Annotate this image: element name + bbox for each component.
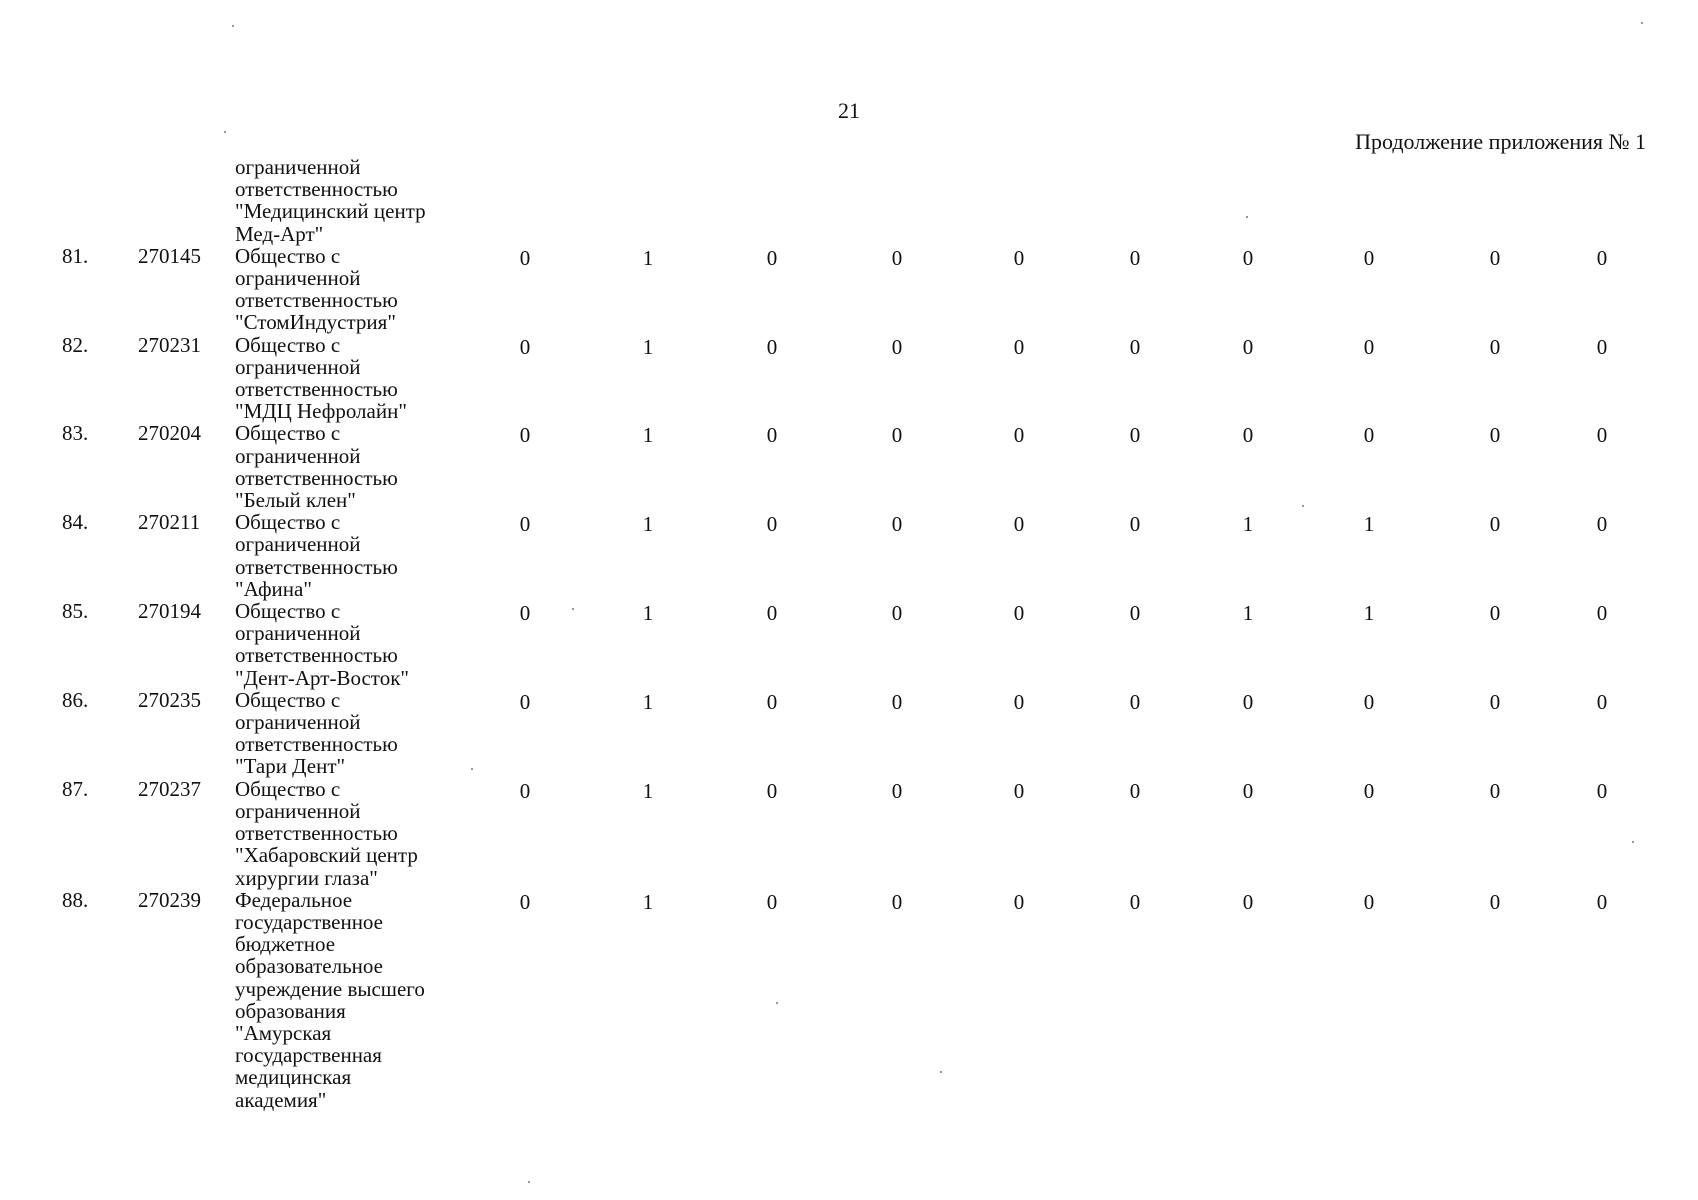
organizations-table bbox=[0, 156, 1698, 1111]
value-col-4: 0 bbox=[891, 423, 903, 448]
value-col-5: 0 bbox=[1013, 689, 1025, 714]
value-col-1: 0 bbox=[519, 423, 531, 448]
value-col-9: 0 bbox=[1489, 423, 1501, 448]
value-col-7: 0 bbox=[1242, 334, 1254, 359]
value-col-8: 1 bbox=[1363, 512, 1375, 537]
value-col-9: 0 bbox=[1489, 601, 1501, 626]
organization-code: 270204 bbox=[138, 421, 201, 446]
table-row bbox=[0, 422, 1698, 511]
value-col-5: 0 bbox=[1013, 334, 1025, 359]
value-col-1: 0 bbox=[519, 512, 531, 537]
value-col-3: 0 bbox=[766, 334, 778, 359]
value-col-10: 0 bbox=[1596, 689, 1608, 714]
value-col-4: 0 bbox=[891, 778, 903, 803]
value-col-2: 1 bbox=[642, 601, 654, 626]
value-col-8: 0 bbox=[1363, 423, 1375, 448]
scan-speck bbox=[232, 25, 234, 27]
value-col-7: 0 bbox=[1242, 889, 1254, 914]
value-col-4: 0 bbox=[891, 889, 903, 914]
scan-speck bbox=[1246, 216, 1248, 218]
continued-row bbox=[0, 156, 1698, 245]
value-col-2: 1 bbox=[642, 245, 654, 270]
value-col-6: 0 bbox=[1129, 512, 1141, 537]
organization-code: 270239 bbox=[138, 887, 201, 912]
value-col-6: 0 bbox=[1129, 245, 1141, 270]
row-number: 82. bbox=[62, 332, 89, 357]
scan-speck bbox=[776, 1002, 778, 1004]
value-col-8: 0 bbox=[1363, 889, 1375, 914]
value-col-6: 0 bbox=[1129, 778, 1141, 803]
value-col-2: 1 bbox=[642, 889, 654, 914]
organization-name: Федеральное государственное бюджетное образовательное учреждение высшего образования "Амурская государственная медицинская академия" bbox=[235, 887, 425, 1112]
organization-code: 270235 bbox=[138, 687, 201, 712]
value-col-2: 1 bbox=[642, 423, 654, 448]
organization-code: 270237 bbox=[138, 776, 201, 801]
scan-speck bbox=[1302, 505, 1304, 507]
value-col-8: 0 bbox=[1363, 689, 1375, 714]
value-col-3: 0 bbox=[766, 512, 778, 537]
value-col-7: 0 bbox=[1242, 245, 1254, 270]
scan-speck bbox=[940, 1071, 942, 1073]
value-col-4: 0 bbox=[891, 512, 903, 537]
value-col-6: 0 bbox=[1129, 423, 1141, 448]
value-col-2: 1 bbox=[642, 689, 654, 714]
value-col-5: 0 bbox=[1013, 423, 1025, 448]
value-col-3: 0 bbox=[766, 245, 778, 270]
table-row bbox=[0, 600, 1698, 689]
value-col-2: 1 bbox=[642, 778, 654, 803]
table-row bbox=[0, 889, 1698, 1111]
table-row bbox=[0, 689, 1698, 778]
scan-speck bbox=[1641, 22, 1643, 24]
value-col-4: 0 bbox=[891, 245, 903, 270]
value-col-5: 0 bbox=[1013, 778, 1025, 803]
organization-name: Общество с ограниченной ответственностью "Афина" bbox=[235, 510, 398, 601]
page-number: 21 bbox=[838, 98, 860, 123]
value-col-10: 0 bbox=[1596, 889, 1608, 914]
scan-speck bbox=[572, 608, 574, 610]
row-number: 85. bbox=[62, 599, 89, 624]
value-col-4: 0 bbox=[891, 334, 903, 359]
continued-organization-name: ограниченной ответственностью "Медицинский центр Мед-Арт" bbox=[235, 155, 426, 246]
organization-name: Общество с ограниченной ответственностью "Тари Дент" bbox=[235, 687, 398, 779]
value-col-7: 0 bbox=[1242, 423, 1254, 448]
value-col-1: 0 bbox=[519, 889, 531, 914]
value-col-3: 0 bbox=[766, 778, 778, 803]
scan-speck bbox=[528, 1181, 530, 1183]
value-col-10: 0 bbox=[1596, 601, 1608, 626]
value-col-9: 0 bbox=[1489, 245, 1501, 270]
value-col-2: 1 bbox=[642, 512, 654, 537]
organization-name: Общество с ограниченной ответственностью "Хабаровский центр хирургии глаза" bbox=[235, 776, 418, 890]
table-row bbox=[0, 778, 1698, 889]
value-col-10: 0 bbox=[1596, 334, 1608, 359]
value-col-3: 0 bbox=[766, 601, 778, 626]
row-number: 84. bbox=[62, 510, 89, 535]
row-number: 86. bbox=[62, 687, 89, 712]
value-col-6: 0 bbox=[1129, 889, 1141, 914]
value-col-9: 0 bbox=[1489, 689, 1501, 714]
value-col-8: 1 bbox=[1363, 601, 1375, 626]
organization-name: Общество с ограниченной ответственностью "Дент-Арт-Восток" bbox=[235, 599, 409, 690]
row-number: 87. bbox=[62, 776, 89, 801]
table-row bbox=[0, 245, 1698, 334]
value-col-5: 0 bbox=[1013, 245, 1025, 270]
value-col-5: 0 bbox=[1013, 601, 1025, 626]
value-col-1: 0 bbox=[519, 778, 531, 803]
value-col-8: 0 bbox=[1363, 245, 1375, 270]
value-col-7: 1 bbox=[1242, 601, 1254, 626]
value-col-10: 0 bbox=[1596, 423, 1608, 448]
value-col-5: 0 bbox=[1013, 512, 1025, 537]
scan-speck bbox=[471, 768, 473, 770]
table-row bbox=[0, 511, 1698, 600]
value-col-7: 1 bbox=[1242, 512, 1254, 537]
organization-name: Общество с ограниченной ответственностью "СтомИндустрия" bbox=[235, 243, 398, 335]
value-col-3: 0 bbox=[766, 889, 778, 914]
value-col-4: 0 bbox=[891, 689, 903, 714]
value-col-6: 0 bbox=[1129, 334, 1141, 359]
value-col-5: 0 bbox=[1013, 889, 1025, 914]
value-col-8: 0 bbox=[1363, 778, 1375, 803]
value-col-9: 0 bbox=[1489, 889, 1501, 914]
value-col-10: 0 bbox=[1596, 245, 1608, 270]
table-row bbox=[0, 334, 1698, 423]
organization-code: 270231 bbox=[138, 332, 201, 357]
value-col-10: 0 bbox=[1596, 778, 1608, 803]
value-col-1: 0 bbox=[519, 689, 531, 714]
value-col-3: 0 bbox=[766, 689, 778, 714]
value-col-1: 0 bbox=[519, 245, 531, 270]
value-col-4: 0 bbox=[891, 601, 903, 626]
organization-code: 270194 bbox=[138, 599, 201, 624]
row-number: 81. bbox=[62, 243, 89, 268]
organization-code: 270211 bbox=[138, 510, 201, 535]
scan-speck bbox=[224, 131, 226, 133]
row-number: 88. bbox=[62, 887, 89, 912]
value-col-1: 0 bbox=[519, 601, 531, 626]
value-col-7: 0 bbox=[1242, 778, 1254, 803]
value-col-9: 0 bbox=[1489, 512, 1501, 537]
value-col-10: 0 bbox=[1596, 512, 1608, 537]
value-col-6: 0 bbox=[1129, 601, 1141, 626]
organization-code: 270145 bbox=[138, 243, 201, 268]
organization-name: Общество с ограниченной ответственностью "МДЦ Нефролайн" bbox=[235, 332, 407, 424]
organization-name: Общество с ограниченной ответственностью "Белый клен" bbox=[235, 421, 398, 513]
row-number: 83. bbox=[62, 421, 89, 446]
value-col-9: 0 bbox=[1489, 778, 1501, 803]
value-col-3: 0 bbox=[766, 423, 778, 448]
appendix-continuation-note: Продолжение приложения № 1 bbox=[1355, 129, 1646, 154]
value-col-6: 0 bbox=[1129, 689, 1141, 714]
scan-speck bbox=[1632, 841, 1634, 843]
value-col-2: 1 bbox=[642, 334, 654, 359]
value-col-1: 0 bbox=[519, 334, 531, 359]
value-col-7: 0 bbox=[1242, 689, 1254, 714]
value-col-9: 0 bbox=[1489, 334, 1501, 359]
value-col-8: 0 bbox=[1363, 334, 1375, 359]
